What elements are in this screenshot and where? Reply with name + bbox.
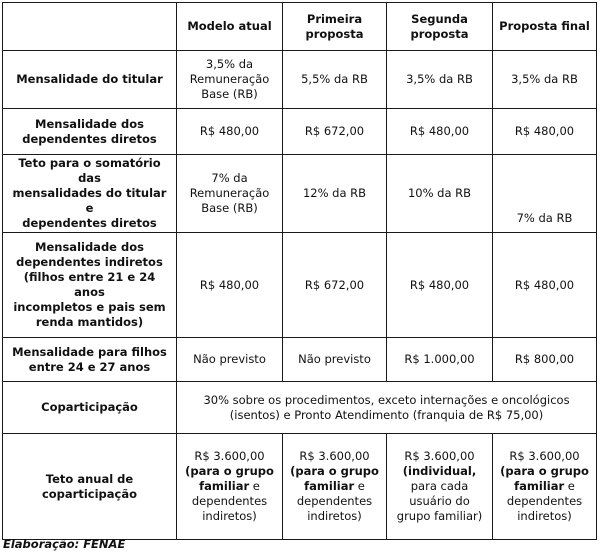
teto-anual-modelo-line5: indiretos) (202, 509, 257, 523)
row-teto-label-line3: dependentes diretos (22, 216, 157, 230)
row-diretos-modelo: R$ 480,00 (177, 109, 283, 155)
row-titular-primeira: 5,5% da RB (283, 51, 387, 109)
row-teto-anual-segunda (387, 434, 493, 540)
header-segunda-proposta (387, 3, 493, 51)
teto-anual-final-value: R$ 3.600,00 (509, 449, 580, 463)
teto-anual-primeira-line2: (para o grupo (290, 464, 379, 478)
row-diretos-label-line2: dependentes diretos (22, 131, 157, 146)
row-teto-anual-label-line1: Teto anual de (45, 471, 134, 486)
row-indiretos-label-line2: dependentes indiretos (16, 255, 163, 269)
row-copart-text-line2: (isentos) e Pronto Atendimento (franquia de R$ 75,00) (229, 407, 544, 422)
row-titular-modelo (177, 51, 283, 109)
row-diretos-primeira: R$ 672,00 (283, 109, 387, 155)
row-teto-final: 7% da RB (493, 155, 597, 233)
row-indiretos-primeira: R$ 672,00 (283, 233, 387, 338)
row-teto-anual (3, 434, 597, 540)
teto-anual-segunda-line3: para cada (410, 479, 469, 493)
teto-anual-final-line5: indiretos) (517, 509, 572, 523)
row-copart-text (177, 382, 597, 434)
row-teto-segunda: 10% da RB (387, 155, 493, 233)
header-empty (3, 3, 177, 51)
teto-anual-primeira-line3a: familiar (304, 479, 355, 493)
row-filhos (3, 338, 597, 382)
teto-anual-modelo-value: R$ 3.600,00 (194, 449, 265, 463)
row-titular-modelo-line1: 3,5% da (205, 57, 254, 71)
teto-anual-final-line4: dependentes (506, 494, 583, 508)
row-teto-anual-label-line2: coparticipação (41, 486, 138, 501)
row-titular-final: 3,5% da RB (493, 51, 597, 109)
row-diretos-label-line1: Mensalidade dos (35, 116, 144, 131)
row-copart (3, 382, 597, 434)
row-indiretos-modelo: R$ 480,00 (177, 233, 283, 338)
teto-anual-segunda-line5: grupo familiar) (396, 509, 483, 523)
teto-anual-modelo-line2: (para o grupo (185, 464, 274, 478)
header-proposta-final: Proposta final (493, 3, 597, 51)
row-titular-label: Mensalidade do titular (3, 51, 177, 109)
teto-anual-primeira-value: R$ 3.600,00 (299, 449, 370, 463)
row-indiretos-label-line3: (filhos entre 21 e 24 anos (23, 270, 156, 299)
row-filhos-final: R$ 800,00 (493, 338, 597, 382)
row-filhos-modelo: Não previsto (177, 338, 283, 382)
teto-anual-modelo-line3b: e (249, 479, 260, 493)
teto-anual-final-line3b: e (564, 479, 575, 493)
row-teto-label-line1: Teto para o somatório das (18, 156, 161, 185)
row-teto-anual-modelo (177, 434, 283, 540)
row-indiretos (3, 233, 597, 338)
teto-anual-modelo-line4: dependentes (191, 494, 268, 508)
row-teto-modelo-line1: 7% da (211, 171, 248, 185)
row-diretos-final: R$ 480,00 (493, 109, 597, 155)
teto-anual-segunda-line2: (individual, (402, 464, 477, 478)
row-filhos-label (3, 338, 177, 382)
header-row (3, 3, 597, 51)
row-diretos (3, 109, 597, 155)
row-teto-label (3, 155, 177, 233)
row-titular-modelo-line2: Remuneração (189, 72, 270, 86)
row-titular-modelo-line3: Base (RB) (201, 87, 258, 101)
teto-anual-primeira-line5: indiretos) (307, 509, 362, 523)
header-segunda-line2: proposta (410, 26, 469, 41)
row-indiretos-label-line1: Mensalidade dos (35, 240, 144, 254)
row-teto-anual-label (3, 434, 177, 540)
row-filhos-primeira: Não previsto (283, 338, 387, 382)
row-titular (3, 51, 597, 109)
row-teto-modelo-line3: Base (RB) (201, 201, 258, 215)
header-primeira-line2: proposta (305, 26, 364, 41)
row-filhos-label-line1: Mensalidade para filhos (12, 344, 167, 359)
row-indiretos-label-line5: renda mantidos) (35, 315, 144, 329)
row-indiretos-label-line4: incompletos e pais sem (13, 300, 166, 314)
footer-source: Elaboração: FENAE (3, 537, 126, 551)
header-modelo-atual: Modelo atual (177, 3, 283, 51)
row-teto-primeira: 12% da RB (283, 155, 387, 233)
header-primeira-line1: Primeira (306, 11, 363, 26)
teto-anual-modelo-line3a: familiar (199, 479, 250, 493)
teto-anual-final-line2: (para o grupo (500, 464, 589, 478)
header-primeira-proposta (283, 3, 387, 51)
row-indiretos-label (3, 233, 177, 338)
row-titular-segunda: 3,5% da RB (387, 51, 493, 109)
row-teto-label-line2: mensalidades do titular e (12, 186, 167, 215)
row-teto-modelo (177, 155, 283, 233)
row-filhos-segunda: R$ 1.000,00 (387, 338, 493, 382)
teto-anual-segunda-line4: usuário do (409, 494, 470, 508)
row-diretos-label (3, 109, 177, 155)
row-teto-anual-final (493, 434, 597, 540)
row-teto-modelo-line2: Remuneração (189, 186, 270, 200)
row-teto (3, 155, 597, 233)
teto-anual-final-line3a: familiar (514, 479, 565, 493)
row-teto-anual-primeira (283, 434, 387, 540)
row-copart-label: Coparticipação (3, 382, 177, 434)
comparison-table (2, 2, 597, 540)
header-segunda-line1: Segunda (411, 11, 468, 26)
row-filhos-label-line2: entre 24 e 27 anos (28, 359, 151, 374)
row-indiretos-segunda: R$ 480,00 (387, 233, 493, 338)
teto-anual-primeira-line4: dependentes (296, 494, 373, 508)
teto-anual-segunda-value: R$ 3.600,00 (404, 449, 475, 463)
row-indiretos-final: R$ 480,00 (493, 233, 597, 338)
row-copart-text-line1: 30% sobre os procedimentos, exceto internações e oncológicos (203, 392, 570, 407)
row-diretos-segunda: R$ 480,00 (387, 109, 493, 155)
teto-anual-primeira-line3b: e (354, 479, 365, 493)
